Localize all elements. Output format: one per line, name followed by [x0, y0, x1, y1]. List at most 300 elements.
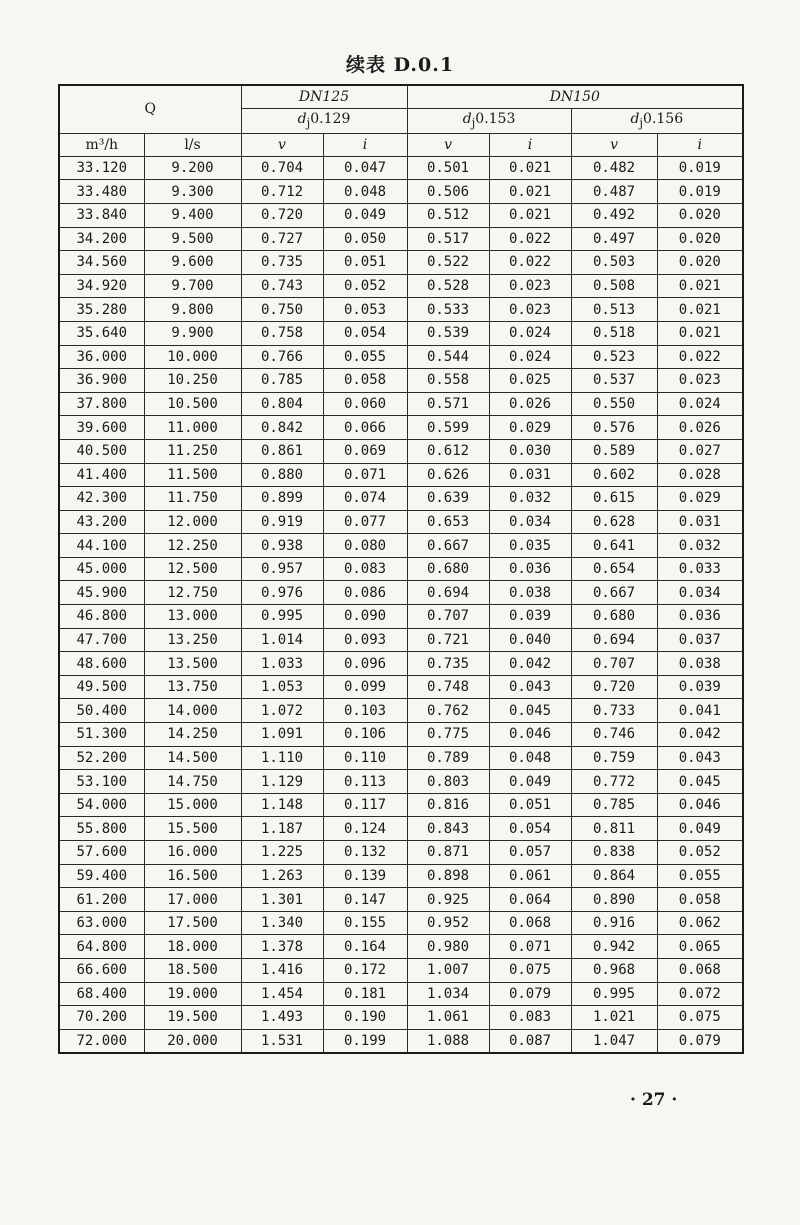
- q-m3h-cell: 53.100: [59, 770, 144, 794]
- q-ls-cell: 16.000: [144, 841, 241, 865]
- dn125-i-cell: 0.058: [323, 369, 407, 393]
- dn150b-v-cell: 0.916: [571, 911, 657, 935]
- dn150b-i-cell: 0.021: [657, 298, 743, 322]
- table-row: [59, 487, 743, 511]
- dn150a-i-cell: 0.046: [489, 723, 571, 747]
- dn125-i-cell: 0.055: [323, 345, 407, 369]
- dn125-i-cell: 0.049: [323, 203, 407, 227]
- dn150b-i-cell: 0.026: [657, 416, 743, 440]
- header-dj-a: [241, 109, 407, 134]
- header-dj-b: [407, 109, 571, 134]
- dn150a-i-cell: 0.083: [489, 1006, 571, 1030]
- q-m3h-cell: 34.200: [59, 227, 144, 251]
- dn150a-i-cell: 0.026: [489, 392, 571, 416]
- dn150b-v-cell: 0.628: [571, 510, 657, 534]
- dn150b-i-cell: 0.021: [657, 321, 743, 345]
- table-row: [59, 864, 743, 888]
- q-ls-cell: 11.000: [144, 416, 241, 440]
- dn150b-i-cell: 0.020: [657, 227, 743, 251]
- dn125-v-cell: 0.919: [241, 510, 323, 534]
- dn125-v-cell: 0.712: [241, 180, 323, 204]
- table-row: [59, 958, 743, 982]
- q-ls-cell: 10.000: [144, 345, 241, 369]
- dn150b-v-cell: 0.720: [571, 675, 657, 699]
- dn125-v-cell: 1.072: [241, 699, 323, 723]
- q-ls-cell: 20.000: [144, 1029, 241, 1053]
- table-row: [59, 345, 743, 369]
- dn150b-i-cell: 0.046: [657, 793, 743, 817]
- table-row: [59, 746, 743, 770]
- dj-value: 0.156: [643, 111, 684, 127]
- col-header-m3h: m³/h: [59, 133, 144, 156]
- dn125-i-cell: 0.074: [323, 487, 407, 511]
- col-header-i: i: [489, 133, 571, 156]
- dn125-i-cell: 0.096: [323, 652, 407, 676]
- dn150a-i-cell: 0.064: [489, 888, 571, 912]
- dn150b-i-cell: 0.079: [657, 1029, 743, 1053]
- dn150a-i-cell: 0.079: [489, 982, 571, 1006]
- dn125-v-cell: 0.727: [241, 227, 323, 251]
- dn150b-v-cell: 0.518: [571, 321, 657, 345]
- table-row: [59, 321, 743, 345]
- dn150a-i-cell: 0.049: [489, 770, 571, 794]
- dn150a-i-cell: 0.023: [489, 298, 571, 322]
- dn150b-v-cell: 0.968: [571, 958, 657, 982]
- page-title: 续表 D.0.1: [345, 54, 455, 76]
- dn150a-i-cell: 0.021: [489, 156, 571, 180]
- dn150b-i-cell: 0.072: [657, 982, 743, 1006]
- dn150b-i-cell: 0.033: [657, 557, 743, 581]
- dn125-v-cell: 1.091: [241, 723, 323, 747]
- dn125-i-cell: 0.124: [323, 817, 407, 841]
- dn125-i-cell: 0.139: [323, 864, 407, 888]
- table-row: [59, 605, 743, 629]
- dn150a-v-cell: 0.539: [407, 321, 489, 345]
- dn150b-i-cell: 0.043: [657, 746, 743, 770]
- dn150a-i-cell: 0.029: [489, 416, 571, 440]
- dn150a-i-cell: 0.021: [489, 180, 571, 204]
- table-row: [59, 723, 743, 747]
- dn125-v-cell: 0.880: [241, 463, 323, 487]
- q-ls-cell: 13.000: [144, 605, 241, 629]
- dn150b-v-cell: 0.811: [571, 817, 657, 841]
- dn150b-v-cell: 0.576: [571, 416, 657, 440]
- dn150b-v-cell: 0.492: [571, 203, 657, 227]
- dn125-i-cell: 0.086: [323, 581, 407, 605]
- dn150a-i-cell: 0.022: [489, 227, 571, 251]
- dn125-v-cell: 0.842: [241, 416, 323, 440]
- dn125-i-cell: 0.083: [323, 557, 407, 581]
- dn125-i-cell: 0.080: [323, 534, 407, 558]
- dn150b-i-cell: 0.042: [657, 723, 743, 747]
- table-row: [59, 935, 743, 959]
- q-m3h-cell: 70.200: [59, 1006, 144, 1030]
- q-ls-cell: 14.250: [144, 723, 241, 747]
- table-row: [59, 227, 743, 251]
- dn150b-v-cell: 0.680: [571, 605, 657, 629]
- dn150a-i-cell: 0.035: [489, 534, 571, 558]
- table-row: [59, 581, 743, 605]
- dn150a-v-cell: 0.762: [407, 699, 489, 723]
- q-m3h-cell: 46.800: [59, 605, 144, 629]
- q-ls-cell: 12.250: [144, 534, 241, 558]
- dn150b-v-cell: 0.733: [571, 699, 657, 723]
- dn150b-i-cell: 0.075: [657, 1006, 743, 1030]
- dn150a-v-cell: 0.667: [407, 534, 489, 558]
- dn150b-v-cell: 0.746: [571, 723, 657, 747]
- q-m3h-cell: 37.800: [59, 392, 144, 416]
- table-row: [59, 557, 743, 581]
- dn125-i-cell: 0.071: [323, 463, 407, 487]
- q-ls-cell: 12.000: [144, 510, 241, 534]
- table-row: [59, 203, 743, 227]
- dn125-v-cell: 1.301: [241, 888, 323, 912]
- dn150a-v-cell: 0.571: [407, 392, 489, 416]
- dn125-i-cell: 0.051: [323, 251, 407, 275]
- dn150b-v-cell: 0.615: [571, 487, 657, 511]
- q-ls-cell: 16.500: [144, 864, 241, 888]
- dn150a-v-cell: 0.612: [407, 439, 489, 463]
- table-row: [59, 416, 743, 440]
- q-m3h-cell: 66.600: [59, 958, 144, 982]
- dn150b-i-cell: 0.036: [657, 605, 743, 629]
- dn125-i-cell: 0.181: [323, 982, 407, 1006]
- dn150a-i-cell: 0.061: [489, 864, 571, 888]
- dn150b-i-cell: 0.068: [657, 958, 743, 982]
- q-ls-cell: 9.600: [144, 251, 241, 275]
- dn125-v-cell: 0.804: [241, 392, 323, 416]
- dn150b-i-cell: 0.034: [657, 581, 743, 605]
- dn150b-i-cell: 0.023: [657, 369, 743, 393]
- table-row: [59, 911, 743, 935]
- header-row-1: [59, 85, 743, 109]
- dn150a-v-cell: 0.816: [407, 793, 489, 817]
- dn125-i-cell: 0.199: [323, 1029, 407, 1053]
- dn150b-v-cell: 0.995: [571, 982, 657, 1006]
- dj-value: 0.129: [310, 111, 351, 127]
- dn125-i-cell: 0.132: [323, 841, 407, 865]
- q-ls-cell: 9.500: [144, 227, 241, 251]
- dn125-i-cell: 0.047: [323, 156, 407, 180]
- q-m3h-cell: 49.500: [59, 675, 144, 699]
- dn150a-i-cell: 0.024: [489, 321, 571, 345]
- dn125-i-cell: 0.054: [323, 321, 407, 345]
- dn150a-v-cell: 0.803: [407, 770, 489, 794]
- table-row: [59, 251, 743, 275]
- dn150a-i-cell: 0.039: [489, 605, 571, 629]
- q-m3h-cell: 68.400: [59, 982, 144, 1006]
- q-m3h-cell: 45.900: [59, 581, 144, 605]
- dn125-i-cell: 0.093: [323, 628, 407, 652]
- page-number: · 27 ·: [630, 1090, 678, 1110]
- dn125-i-cell: 0.077: [323, 510, 407, 534]
- dn150a-v-cell: 0.528: [407, 274, 489, 298]
- q-m3h-cell: 50.400: [59, 699, 144, 723]
- dn150a-i-cell: 0.030: [489, 439, 571, 463]
- dn125-v-cell: 0.957: [241, 557, 323, 581]
- dn150b-i-cell: 0.037: [657, 628, 743, 652]
- dn150a-v-cell: 0.775: [407, 723, 489, 747]
- col-header-v: v: [407, 133, 489, 156]
- dn150b-v-cell: 0.482: [571, 156, 657, 180]
- q-m3h-cell: 35.640: [59, 321, 144, 345]
- dj-subscript: j: [471, 115, 476, 130]
- dn150a-v-cell: 0.748: [407, 675, 489, 699]
- dn125-v-cell: 0.704: [241, 156, 323, 180]
- dn150a-v-cell: 0.522: [407, 251, 489, 275]
- dn125-v-cell: 1.033: [241, 652, 323, 676]
- dn150b-v-cell: 0.589: [571, 439, 657, 463]
- dn125-i-cell: 0.048: [323, 180, 407, 204]
- q-m3h-cell: 44.100: [59, 534, 144, 558]
- dn125-i-cell: 0.172: [323, 958, 407, 982]
- dn150b-v-cell: 0.942: [571, 935, 657, 959]
- dn125-v-cell: 1.340: [241, 911, 323, 935]
- dn150a-v-cell: 0.789: [407, 746, 489, 770]
- dn150b-i-cell: 0.049: [657, 817, 743, 841]
- dn125-i-cell: 0.066: [323, 416, 407, 440]
- dn125-v-cell: 1.493: [241, 1006, 323, 1030]
- q-m3h-cell: 52.200: [59, 746, 144, 770]
- dn150b-i-cell: 0.024: [657, 392, 743, 416]
- dn150b-v-cell: 0.487: [571, 180, 657, 204]
- q-m3h-cell: 41.400: [59, 463, 144, 487]
- table-row: [59, 817, 743, 841]
- q-m3h-cell: 63.000: [59, 911, 144, 935]
- table-row: [59, 369, 743, 393]
- q-ls-cell: 11.750: [144, 487, 241, 511]
- dn125-v-cell: 1.263: [241, 864, 323, 888]
- dn150b-i-cell: 0.028: [657, 463, 743, 487]
- dn125-v-cell: 1.531: [241, 1029, 323, 1053]
- dn150a-v-cell: 0.599: [407, 416, 489, 440]
- dn150b-i-cell: 0.020: [657, 203, 743, 227]
- col-header-v: v: [571, 133, 657, 156]
- dj-symbol: d: [630, 111, 640, 127]
- dn125-v-cell: 0.976: [241, 581, 323, 605]
- col-header-i: i: [657, 133, 743, 156]
- dn125-v-cell: 0.899: [241, 487, 323, 511]
- dn150a-v-cell: 0.506: [407, 180, 489, 204]
- col-header-v: v: [241, 133, 323, 156]
- dn150a-v-cell: 0.980: [407, 935, 489, 959]
- q-m3h-cell: 34.560: [59, 251, 144, 275]
- dn150a-v-cell: 0.512: [407, 203, 489, 227]
- dn150b-i-cell: 0.052: [657, 841, 743, 865]
- dn125-i-cell: 0.147: [323, 888, 407, 912]
- dn150b-i-cell: 0.065: [657, 935, 743, 959]
- dn125-i-cell: 0.069: [323, 439, 407, 463]
- dn125-i-cell: 0.053: [323, 298, 407, 322]
- dn150a-i-cell: 0.022: [489, 251, 571, 275]
- q-ls-cell: 9.800: [144, 298, 241, 322]
- dn125-i-cell: 0.190: [323, 1006, 407, 1030]
- q-ls-cell: 13.250: [144, 628, 241, 652]
- dn125-v-cell: 0.995: [241, 605, 323, 629]
- dn150b-v-cell: 0.550: [571, 392, 657, 416]
- dn125-i-cell: 0.052: [323, 274, 407, 298]
- q-ls-cell: 11.250: [144, 439, 241, 463]
- dn150a-i-cell: 0.025: [489, 369, 571, 393]
- q-m3h-cell: 72.000: [59, 1029, 144, 1053]
- dn150a-v-cell: 0.925: [407, 888, 489, 912]
- dn150b-v-cell: 0.694: [571, 628, 657, 652]
- dn150b-v-cell: 0.537: [571, 369, 657, 393]
- dn150b-v-cell: 0.497: [571, 227, 657, 251]
- dn150a-v-cell: 0.626: [407, 463, 489, 487]
- dn125-i-cell: 0.099: [323, 675, 407, 699]
- dn150a-v-cell: 0.721: [407, 628, 489, 652]
- dn125-v-cell: 0.735: [241, 251, 323, 275]
- dn150b-v-cell: 0.838: [571, 841, 657, 865]
- dn150a-i-cell: 0.031: [489, 463, 571, 487]
- dn125-v-cell: 0.861: [241, 439, 323, 463]
- dn150a-v-cell: 1.034: [407, 982, 489, 1006]
- q-m3h-cell: 59.400: [59, 864, 144, 888]
- dn150b-i-cell: 0.038: [657, 652, 743, 676]
- dn125-i-cell: 0.155: [323, 911, 407, 935]
- col-header-ls: l/s: [144, 133, 241, 156]
- dn150b-i-cell: 0.022: [657, 345, 743, 369]
- dn150b-v-cell: 0.785: [571, 793, 657, 817]
- dj-symbol: d: [462, 111, 472, 127]
- q-ls-cell: 9.900: [144, 321, 241, 345]
- q-m3h-cell: 64.800: [59, 935, 144, 959]
- q-ls-cell: 15.500: [144, 817, 241, 841]
- table-row: [59, 652, 743, 676]
- dn125-v-cell: 0.743: [241, 274, 323, 298]
- dn150b-i-cell: 0.031: [657, 510, 743, 534]
- dn150a-v-cell: 0.558: [407, 369, 489, 393]
- dn150a-i-cell: 0.068: [489, 911, 571, 935]
- q-m3h-cell: 33.120: [59, 156, 144, 180]
- dn125-i-cell: 0.103: [323, 699, 407, 723]
- dn125-v-cell: 1.110: [241, 746, 323, 770]
- dn125-v-cell: 1.014: [241, 628, 323, 652]
- q-m3h-cell: 45.000: [59, 557, 144, 581]
- dn150a-v-cell: 1.088: [407, 1029, 489, 1053]
- table-row: [59, 1029, 743, 1053]
- dj-subscript: j: [639, 115, 644, 130]
- dn150b-i-cell: 0.055: [657, 864, 743, 888]
- dn125-i-cell: 0.113: [323, 770, 407, 794]
- dn125-v-cell: 1.225: [241, 841, 323, 865]
- dn125-v-cell: 1.378: [241, 935, 323, 959]
- table-row: [59, 510, 743, 534]
- dn150b-i-cell: 0.041: [657, 699, 743, 723]
- dn150a-v-cell: 0.952: [407, 911, 489, 935]
- dn150b-i-cell: 0.021: [657, 274, 743, 298]
- dn125-v-cell: 1.187: [241, 817, 323, 841]
- dn125-v-cell: 0.766: [241, 345, 323, 369]
- dn150b-v-cell: 0.654: [571, 557, 657, 581]
- dn150a-i-cell: 0.051: [489, 793, 571, 817]
- dn125-v-cell: 0.750: [241, 298, 323, 322]
- dn150b-i-cell: 0.019: [657, 180, 743, 204]
- q-ls-cell: 10.250: [144, 369, 241, 393]
- dn150a-i-cell: 0.032: [489, 487, 571, 511]
- table-row: [59, 274, 743, 298]
- q-m3h-cell: 40.500: [59, 439, 144, 463]
- col-header-i: i: [323, 133, 407, 156]
- dn125-i-cell: 0.060: [323, 392, 407, 416]
- q-ls-cell: 9.300: [144, 180, 241, 204]
- dn125-i-cell: 0.106: [323, 723, 407, 747]
- dn150a-i-cell: 0.071: [489, 935, 571, 959]
- dn150a-v-cell: 0.517: [407, 227, 489, 251]
- dn150b-i-cell: 0.027: [657, 439, 743, 463]
- header-dj-c: [571, 109, 743, 134]
- dn150b-i-cell: 0.062: [657, 911, 743, 935]
- dn150a-v-cell: 0.871: [407, 841, 489, 865]
- q-m3h-cell: 42.300: [59, 487, 144, 511]
- q-ls-cell: 12.500: [144, 557, 241, 581]
- q-m3h-cell: 33.480: [59, 180, 144, 204]
- dn125-v-cell: 0.785: [241, 369, 323, 393]
- q-m3h-cell: 57.600: [59, 841, 144, 865]
- dn150a-i-cell: 0.087: [489, 1029, 571, 1053]
- dn150a-v-cell: 0.639: [407, 487, 489, 511]
- table-row: [59, 156, 743, 180]
- table-row: [59, 888, 743, 912]
- dn150a-v-cell: 0.843: [407, 817, 489, 841]
- table-row: [59, 392, 743, 416]
- table-row: [59, 1006, 743, 1030]
- dn150b-v-cell: 0.508: [571, 274, 657, 298]
- q-ls-cell: 19.500: [144, 1006, 241, 1030]
- dn150a-i-cell: 0.040: [489, 628, 571, 652]
- dn125-v-cell: 1.416: [241, 958, 323, 982]
- dn150b-v-cell: 0.641: [571, 534, 657, 558]
- dn125-v-cell: 0.720: [241, 203, 323, 227]
- q-ls-cell: 18.000: [144, 935, 241, 959]
- dn150a-v-cell: 0.898: [407, 864, 489, 888]
- q-m3h-cell: 61.200: [59, 888, 144, 912]
- dn125-v-cell: 1.129: [241, 770, 323, 794]
- table-row: [59, 628, 743, 652]
- dn150b-i-cell: 0.019: [657, 156, 743, 180]
- q-ls-cell: 12.750: [144, 581, 241, 605]
- dn150b-v-cell: 0.667: [571, 581, 657, 605]
- q-m3h-cell: 33.840: [59, 203, 144, 227]
- q-m3h-cell: 36.000: [59, 345, 144, 369]
- table-row: [59, 180, 743, 204]
- dn150b-v-cell: 0.759: [571, 746, 657, 770]
- dn125-i-cell: 0.164: [323, 935, 407, 959]
- q-m3h-cell: 51.300: [59, 723, 144, 747]
- dn150a-i-cell: 0.043: [489, 675, 571, 699]
- dn150a-i-cell: 0.023: [489, 274, 571, 298]
- dn125-i-cell: 0.117: [323, 793, 407, 817]
- dn150a-v-cell: 0.653: [407, 510, 489, 534]
- q-ls-cell: 13.500: [144, 652, 241, 676]
- dn150a-i-cell: 0.038: [489, 581, 571, 605]
- dn150b-v-cell: 0.523: [571, 345, 657, 369]
- q-ls-cell: 13.750: [144, 675, 241, 699]
- table-row: [59, 841, 743, 865]
- dn125-i-cell: 0.050: [323, 227, 407, 251]
- table-row: [59, 675, 743, 699]
- dn150a-v-cell: 1.007: [407, 958, 489, 982]
- dn150b-i-cell: 0.058: [657, 888, 743, 912]
- dn150b-i-cell: 0.032: [657, 534, 743, 558]
- table-row: [59, 982, 743, 1006]
- dn150b-v-cell: 0.513: [571, 298, 657, 322]
- q-ls-cell: 17.000: [144, 888, 241, 912]
- q-m3h-cell: 48.600: [59, 652, 144, 676]
- table-row: [59, 770, 743, 794]
- dn150b-v-cell: 0.772: [571, 770, 657, 794]
